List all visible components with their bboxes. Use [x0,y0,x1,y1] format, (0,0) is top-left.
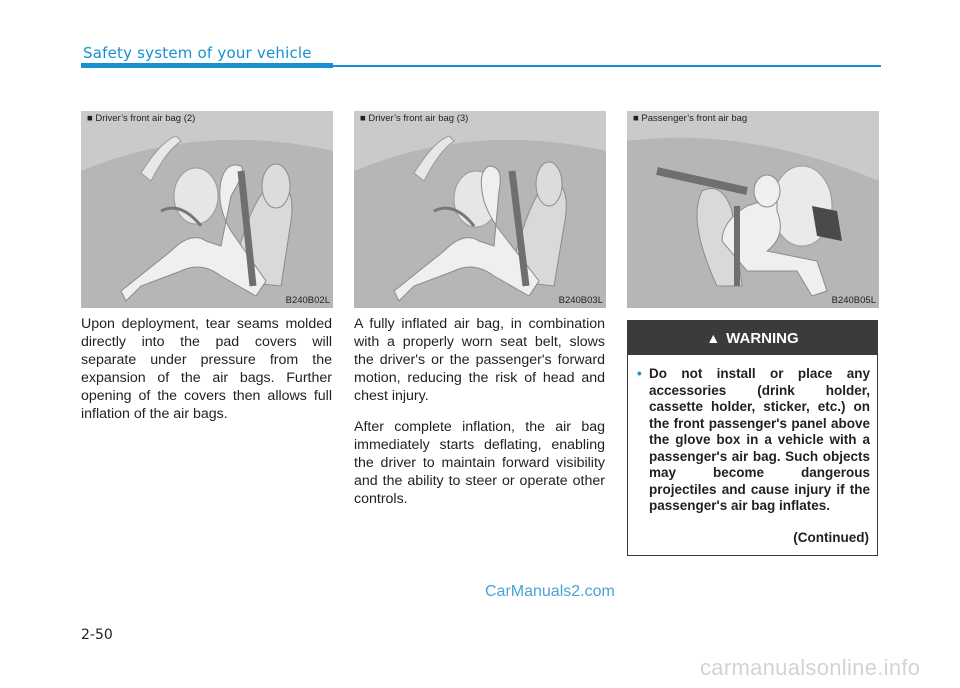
figure-driver-airbag-3 [354,111,606,308]
warning-title: WARNING [726,330,799,347]
deployment-paragraph: Upon deployment, tear seams molded directly into the pad covers will separate under pressure from the expansion of the air bags. Further opening of the covers then allows full inflation of the air bags. [81,316,332,422]
figure-driver-airbag-2 [81,111,333,308]
figure-illustration [354,111,606,308]
warning-box [627,320,878,556]
warning-triangle-icon: ▲ [706,330,721,346]
figure-illustration [627,111,879,308]
header-rule-thin [333,65,881,67]
header-title: Safety system of your vehicle [83,44,312,62]
deflation-paragraph: After complete inflation, the air bag immediately starts deflating, enabling the driver to maintain forward visibility and the ability to steer or operate other controls. [354,419,605,507]
watermark-carmanualsonline: carmanualsonline.info [700,655,921,680]
figure-passenger-airbag [627,111,879,308]
figure-illustration [81,111,333,308]
warning-text: Do not install or place any accessories (drink holder, cassette holder, sticker, etc.) on the front passenger's panel above the glove box in a vehicle with a passenger's air bag. Such objects may become dangerous projectiles and cause injury if the passenger's air bag inflates. [649,366,870,513]
warning-body [638,366,870,515]
warning-header [628,321,877,355]
inflation-paragraph: A fully inflated air bag, in combination with a properly worn seat belt, slows the driver's or the passenger's forward motion, reducing the risk of head and chest injury. [354,316,605,404]
page-number: 2-50 [81,627,113,643]
figure-code: B240B03L [558,295,603,306]
header-rule-thick [81,63,333,68]
continued-label: (Continued) [793,530,869,545]
figure-code: B240B05L [831,295,876,306]
figure-caption: ■ Driver’s front air bag (2) [87,113,196,124]
figure-caption: ■ Driver’s front air bag (3) [360,113,469,124]
bullet-icon: • [637,366,642,381]
watermark-carmanuals2: CarManuals2.com [485,583,615,600]
figure-caption: ■ Passenger’s front air bag [633,113,748,124]
figure-code: B240B02L [285,295,330,306]
